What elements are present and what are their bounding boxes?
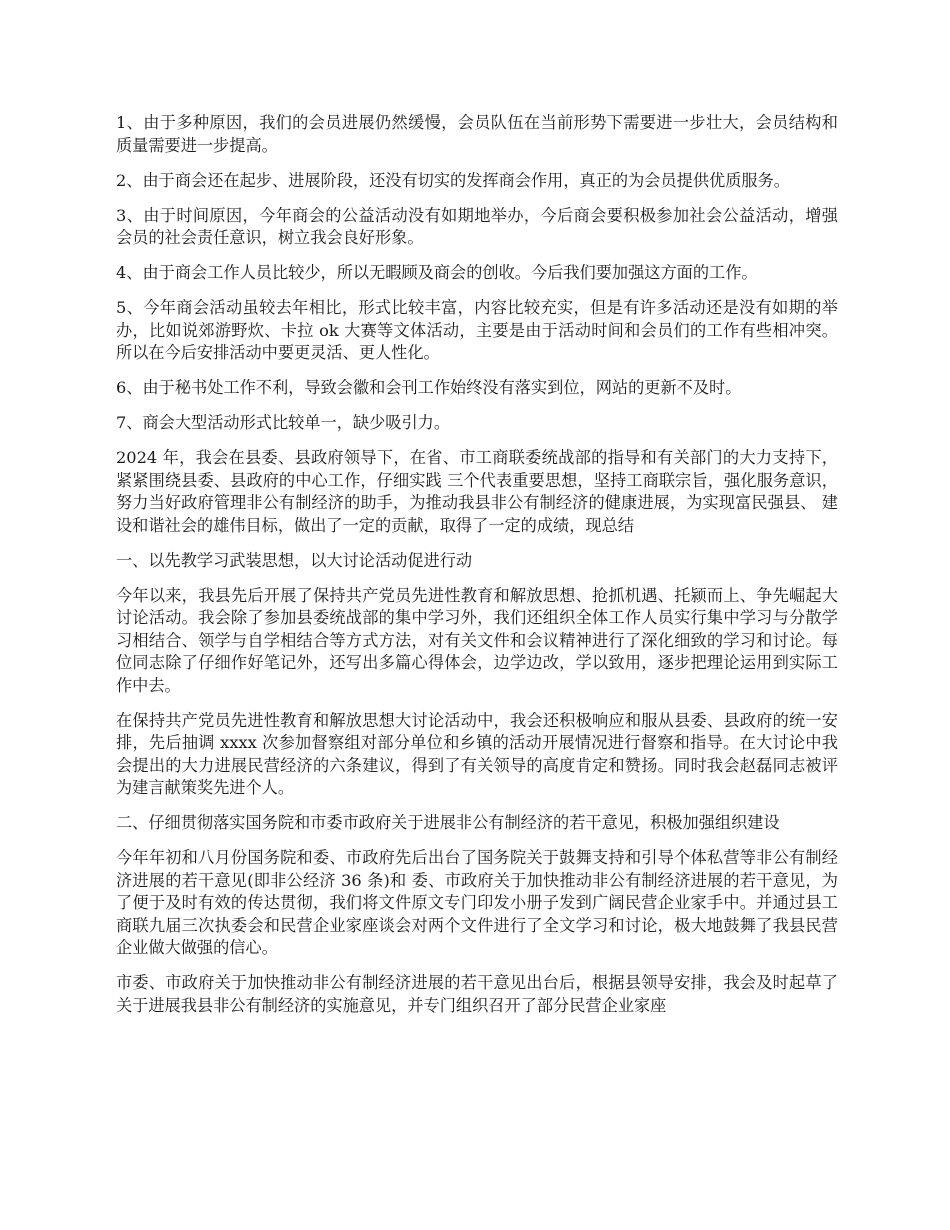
paragraph-state-council-opinions: 今年年初和八月份国务院和委、市政府先后出台了国务院关于鼓舞支持和引导个体私营等非公有制经济进展的若干意见(即非公经济 36 条)和 委、市政府关于加快推动非公有制经济进展的若干意见，为了便于及时有效的传达贯彻，我们将文件原文专门印发小册子发到广阔民营企业家手中。并通过县工商联九届三次执委会和民营企业家座谈会对两个文件进行了全文学习和讨论，极大地鼓舞了我县民营企业做大做强的信心。 — [116, 848, 838, 957]
paragraph-advanced-education: 在保持共产党员先进性教育和解放思想大讨论活动中，我会还积极响应和服从县委、县政府的统一安排，先后抽调 xxxx 次参加督察组对部分单位和乡镇的活动开展情况进行督察和指导。在大讨论中我会提出的大力进展民营经济的六条建议，得到了有关领导的高度肯定和赞扬。同时我会赵磊同志被评为建言献策奖先进个人。 — [116, 710, 838, 797]
section-heading-2: 二、仔细贯彻落实国务院和市委市政府关于进展非公有制经济的若干意见，积极加强组织建设 — [116, 813, 780, 832]
paragraph-4: 4、由于商会工作人员比较少，所以无暇顾及商会的创收。今后我们要加强这方面的工作。 — [116, 263, 758, 282]
section-heading-1: 一、以先教学习武装思想，以大讨论活动促进行动 — [116, 550, 473, 570]
document-page — [116, 112, 838, 1030]
paragraph-implementation: 市委、市政府关于加快推动非公有制经济进展的若干意见出台后，根据县领导安排，我会及时起草了关于进展我县非公有制经济的实施意见，并专门组织召开了部分民营企业家座 — [116, 973, 838, 1015]
paragraph-summary-intro: 2024 年，我会在县委、县政府领导下，在省、市工商联委统战部的指导和有关部门的大力支持下，紧紧围绕县委、县政府的中心工作，仔细实践 三个代表重要思想，坚持工商联宗旨，强化服务意识，努力当好政府管理非公有制经济的助手，为推动我县非公有制经济的健康进展，为实现富民强县、 建设和谐社会的雄伟目标，做出了一定的贡献，取得了一定的成绩，现总结 — [116, 448, 838, 535]
paragraph-1: 1、由于多种原因，我们的会员进展仍然缓慢，会员队伍在当前形势下需要进一步壮大，会员结构和质量需要进一步提高。 — [116, 113, 838, 155]
paragraph-2: 2、由于商会还在起步、进展阶段，还没有切实的发挥商会作用，真正的为会员提供优质服务。 — [116, 170, 790, 190]
paragraph-3: 3、由于时间原因，今年商会的公益活动没有如期地举办，今后商会要积极参加社会公益活动，增强会员的社会责任意识，树立我会良好形象。 — [116, 205, 838, 247]
paragraph-study-activities: 今年以来，我县先后开展了保持共产党员先进性教育和解放思想、抢抓机遇、托颍而上、争先崛起大讨论活动。我会除了参加县委统战部的集中学习外，我们还组织全体工作人员实行集中学习与分散学习相结合、领学与自学相结合等方式方法，对有关文件和会议精神进行了深化细致的学习和讨论。每位同志除了仔细作好笔记外，还写出多篇心得体会，边学边改，学以致用，逐步把理论运用到实际工作中去。 — [116, 585, 838, 695]
paragraph-7: 7、商会大型活动形式比较单一，缺少吸引力。 — [116, 413, 451, 432]
paragraph-5: 5、今年商会活动虽较去年相比，形式比较丰富，内容比较充实，但是有许多活动还是没有如期的举办，比如说郊游野炊、卡拉 ok 大赛等文体活动，主要是由于活动时间和会员们的工作有些相冲突。所以在今后安排活动中要更灵活、更人性化。 — [116, 298, 838, 362]
paragraph-6: 6、由于秘书处工作不利，导致会徽和会刊工作始终没有落实到位，网站的更新不及时。 — [116, 378, 742, 397]
